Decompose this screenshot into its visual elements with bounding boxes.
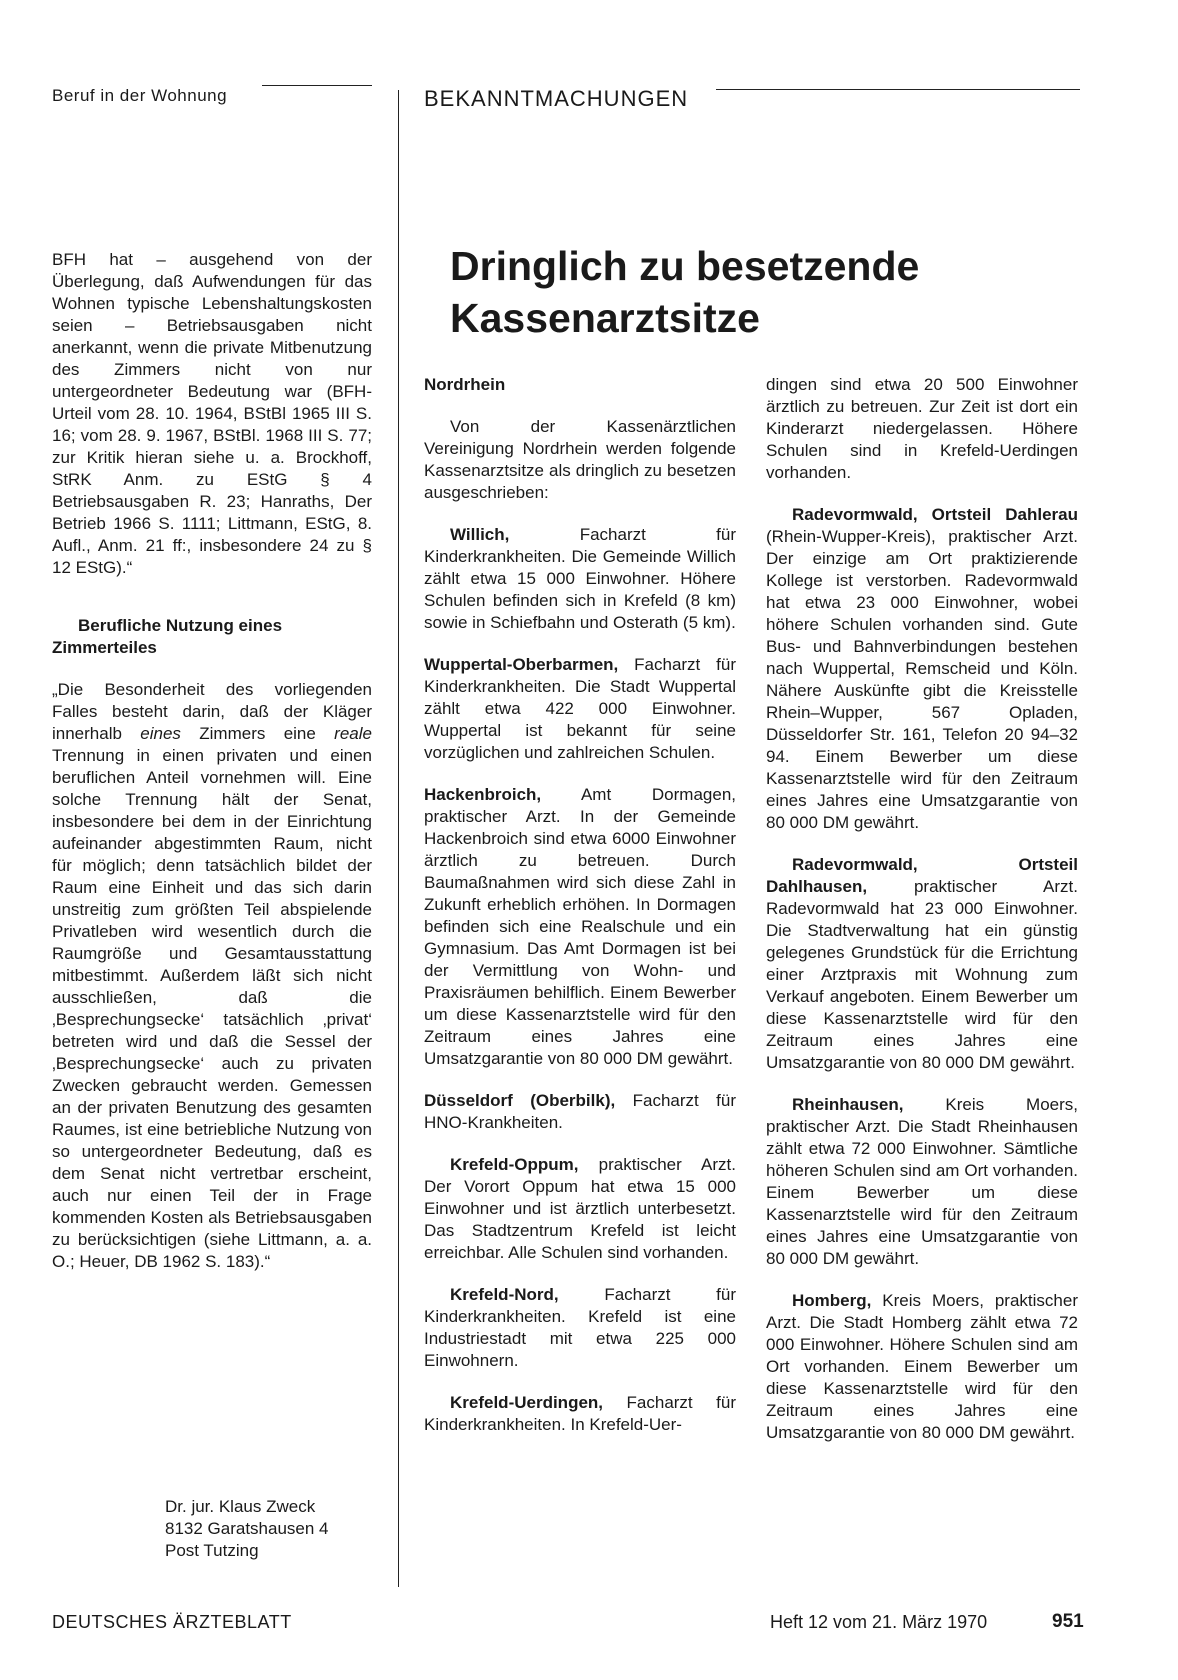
section-header-left: Beruf in der Wohnung — [52, 86, 228, 105]
section-header-right: BEKANNTMACHUNGEN — [424, 86, 689, 111]
listing-location: Radevormwald, Ortsteil Dahlhausen, — [766, 855, 1078, 896]
listing-text: praktischer Arzt. Der Vorort Oppum hat etwa 15 000 Einwohner und ist ärztlich unterbesetzt. Das Stadtzentrum Krefeld ist leicht erreichbar. Alle Schulen sind vorhanden. — [424, 1155, 736, 1262]
page-number: 951 — [1052, 1611, 1084, 1632]
listing-text: Facharzt für Kinderkrankheiten. In Krefeld-Uer- — [424, 1393, 736, 1434]
intro-paragraph: Von der Kassenärztlichen Vereinigung Nordrhein werden folgende Kassenarztsitze als dringlich zu besetzen ausgeschrieben: — [424, 417, 736, 502]
article-title-line-1: Dringlich zu besetzende — [450, 243, 920, 289]
middle-column — [424, 374, 736, 1436]
listing-location: Radevormwald, Ortsteil Dahlerau — [792, 505, 1078, 524]
listing-entry — [424, 1090, 736, 1134]
issue-info: Heft 12 vom 21. März 1970 — [770, 1612, 988, 1632]
listing-entry — [424, 654, 736, 764]
header-rule-right — [716, 89, 1080, 90]
listing-entry — [766, 1290, 1078, 1444]
listing-entry — [766, 854, 1078, 1074]
right-column — [766, 374, 1078, 1444]
quote-emphasis: reale — [334, 724, 372, 743]
column-divider — [398, 90, 399, 1587]
listing-text: Kreis Moers, praktischer Arzt. Die Stadt Homberg zählt etwa 72 000 Einwohner. Höhere Schulen sind am Ort vorhanden. Einem Bewerber um diese Kassenarztstelle wird für den Zeitraum eines Jahres eine Umsatzgarantie von 80 000 DM gewährt. — [766, 1291, 1078, 1442]
listing-location: Hackenbroich, — [424, 785, 542, 804]
listing-entry — [424, 1392, 736, 1436]
article-title — [450, 240, 1090, 344]
listing-text: Facharzt für Kinderkrankheiten. Krefeld ist eine Industriestadt mit etwa 225 000 Einwohnern. — [424, 1285, 736, 1370]
listing-location: Rheinhausen, — [792, 1095, 904, 1114]
listing-location: Krefeld-Oppum, — [450, 1155, 579, 1174]
signature-line: Dr. jur. Klaus Zweck — [165, 1497, 316, 1516]
listing-location: Homberg, — [792, 1291, 872, 1310]
signature-line: Post Tutzing — [165, 1541, 259, 1560]
quote-text: Zimmers eine — [180, 724, 335, 743]
left-paragraph: BFH hat – ausgehend von der Überlegung, daß Aufwendungen für das Wohnen typische Lebenshaltungskosten seien – Betriebsausgaben nicht anerkannt, wenn die private Mitbenutzung des Zimmers nicht von nur untergeordneter Bedeutung war (BFH-Urteil vom 28. 10. 1964, BStBl 1965 III S. 16; vom 28. 9. 1967, BStBl. 1968 III S. 77; zur Kritik hieran siehe u. a. Brockhoff, StRK Anm. zu EStG § 4 Betriebsausgaben R. 23; Hanraths, Der Betrieb 1966 S. 1111; Littmann, EStG, 8. Aufl., Anm. 21 ff:, insbesondere 24 zu § 12 EStG).“ — [52, 250, 372, 577]
signature-line: 8132 Garatshausen 4 — [165, 1519, 329, 1538]
quote-text: Trennung in einen privaten und einen beruflichen Anteil vornehmen will. Eine solche Trennung hält der Senat, insbesondere bei dem in der Einrichtung aufeinander abgestimmten Raum, nicht für möglich; denn tatsächlich bildet der Raum eine Einheit und das sich darin unstreitig zum größten Teil abspielende Privatleben wird wesentlich durch die Raumgröße und Gesamtausstattung mitbestimmt. Außerdem läßt sich nicht ausschließen, daß die ‚Besprechungsecke‘ tatsächlich ‚privat‘ betreten wird und daß die Sessel der ‚Besprechungsecke‘ auch zu privaten Zwecken gebraucht werden. Gemessen an der privaten Benutzung des gesamten Raumes, ist eine betriebliche Nutzung von so untergeordneter Bedeutung, daß es dem Senat nicht vertretbar erscheint, auch nur einen Teil der in Frage kommenden Kosten als Betriebsausgaben zu berücksichtigen (siehe Littmann, a. a. O.; Heuer, DB 1962 S. 183).“ — [52, 746, 372, 1271]
listing-entry — [424, 524, 736, 634]
listing-entry — [766, 504, 1078, 834]
listing-text: praktischer Arzt. Radevormwald hat 23 000 Einwohner. Die Stadtverwaltung hat ein günstig gelegenes Grundstück für die Errichtung einer Arztpraxis mit Wohnung zum Verkauf angeboten. Einem Bewerber um diese Kassenarztstelle wird für den Zeitraum eines Jahres eine Umsatzgarantie von 80 000 DM gewährt. — [766, 877, 1078, 1072]
listing-location: Wuppertal-Oberbarmen, — [424, 655, 619, 674]
listing-location: Krefeld-Nord, — [450, 1285, 559, 1304]
listing-text: Facharzt für HNO-Krankheiten. — [424, 1091, 737, 1132]
listing-entry — [424, 784, 736, 1070]
listing-entry — [424, 1154, 736, 1264]
listing-text: (Rhein-Wupper-Kreis), praktischer Arzt. Der einzige am Ort praktizierende Kollege ist verstorben. Radevormwald hat etwa 23 000 Einwohner, wobei höhere Schulen vorhanden sind. Gute Bus- und Bahnverbindungen bestehen nach Wuppertal, Remscheid und Köln. Nähere Auskünfte gibt die Kreisstelle Rhein–Wupper, 567 Opladen, Düsseldorfer Str. 161, Telefon 20 94–32 94. Einem Bewerber um diese Kassenarztstelle wird für den Zeitraum eines Jahres eine Umsatzgarantie von 80 000 DM gewährt. — [766, 527, 1078, 832]
listing-entry — [766, 1094, 1078, 1270]
listing-text: Facharzt für Kinderkrankheiten. Die Stadt Wuppertal zählt etwa 422 000 Einwohner. Wuppertal ist bekannt für seine vorzüglichen und zahlreichen Schulen. — [424, 655, 736, 762]
listing-entry — [424, 1284, 736, 1372]
author-signature — [165, 1496, 329, 1562]
listing-text: Amt Dormagen, praktischer Arzt. In der Gemeinde Hackenbroich sind etwa 6000 Einwohner ärztlich zu betreuen. Durch Baumaßnahmen wird sich diese Zahl in Zukunft erheblich erhöhen. In Dormagen befinden sich eine Realschule und ein Gymnasium. Das Amt Dormagen ist bei der Vermittlung von Wohn- und Praxisräumen behilflich. Einem Bewerber um diese Kassenarztstelle wird für den Zeitraum eines Jahres eine Umsatzgarantie von 80 000 DM gewährt. — [424, 785, 736, 1068]
listing-location: Willich, — [450, 525, 510, 544]
quote-text: „Die Besonderheit des vorliegenden Falles besteht darin, daß der Kläger innerhalb — [52, 680, 372, 743]
listing-text: Kreis Moers, praktischer Arzt. Die Stadt Rheinhausen zählt etwa 72 000 Einwohner. Sämtliche höheren Schulen sind am Ort vorhanden. Einem Bewerber um diese Kassenarztstelle wird für den Zeitraum eines Jahres eine Umsatzgarantie von 80 000 DM gewährt. — [766, 1095, 1078, 1268]
header-rule-left — [262, 85, 372, 86]
listing-location: Krefeld-Uerdingen, — [450, 1393, 604, 1412]
listing-continuation: dingen sind etwa 20 500 Einwohner ärztlich zu betreuen. Zur Zeit ist dort ein Kinderarzt niedergelassen. Höhere Schulen sind in Krefeld-Uerdingen vorhanden. — [766, 375, 1078, 482]
left-quote-paragraph — [52, 679, 372, 1273]
region-heading: Nordrhein — [424, 375, 506, 394]
listing-location: Düsseldorf (Oberbilk), — [424, 1091, 616, 1110]
article-title-line-2: Kassenarztsitze — [450, 295, 760, 341]
quote-emphasis: eines — [140, 724, 181, 743]
left-column — [52, 249, 372, 1273]
left-subheading: Berufliche Nutzung eines Zimmerteiles — [52, 616, 283, 657]
listing-text: Facharzt für Kinderkrankheiten. Die Gemeinde Willich zählt etwa 15 000 Einwohner. Höhere Schulen befinden sich in Krefeld (8 km) sowie in Schiefbahn und Osterath (5 km). — [424, 525, 736, 632]
publication-name: DEUTSCHES ÄRZTEBLATT — [52, 1612, 292, 1632]
